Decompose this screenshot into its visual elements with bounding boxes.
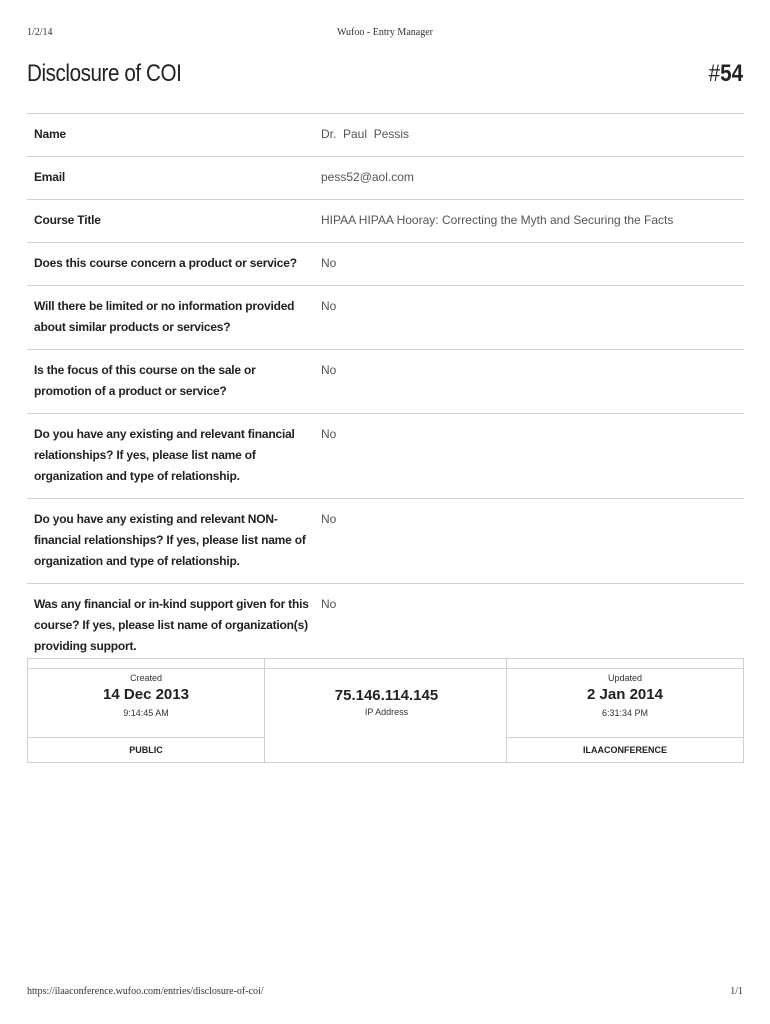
field-value: No: [321, 427, 337, 441]
field-value: No: [321, 597, 337, 611]
field-label: Course Title: [34, 213, 101, 227]
field-label: Do you have any existing and relevant NON-financial relationships? If yes, please list name of organization and type of relationship.: [34, 512, 306, 568]
field-row-product-or-service: [27, 243, 744, 286]
entry-fields: [27, 113, 744, 669]
field-label: Will there be limited or no information provided about similar products or services?: [34, 299, 295, 334]
field-row-non-financial-relationships: [27, 499, 744, 584]
field-label: Name: [34, 127, 66, 141]
ip-address: 75.146.114.145: [334, 687, 439, 704]
form-title: Disclosure of COI: [27, 60, 182, 87]
updated-time: 6:31:34 PM: [601, 708, 649, 718]
field-label: Is the focus of this course on the sale or promotion of a product or service?: [34, 363, 256, 398]
field-row-support-given: [27, 584, 744, 669]
field-label: Do you have any existing and relevant financial relationships? If yes, please list name of organization and type of relationship.: [34, 427, 295, 483]
updated-panel: [506, 659, 743, 762]
created-by: PUBLIC: [28, 737, 264, 762]
field-row-course-title: [27, 200, 744, 243]
ip-address-label: IP Address: [364, 707, 409, 717]
updated-label: Updated: [607, 673, 643, 683]
print-header: [27, 27, 743, 41]
field-value: No: [321, 363, 337, 377]
entry-meta: [27, 658, 744, 763]
print-date: 1/2/14: [27, 27, 53, 38]
field-label: Email: [34, 170, 66, 184]
created-panel: [28, 659, 265, 762]
updated-by: ILAACONFERENCE: [507, 737, 743, 762]
field-row-financial-relationships: [27, 414, 744, 499]
field-value: pess52@aol.com: [321, 170, 414, 184]
field-row-sale-promotion: [27, 350, 744, 414]
page-number: 1/1: [730, 986, 743, 997]
field-value: Dr. Paul Pessis: [321, 127, 410, 141]
field-value: No: [321, 512, 337, 526]
created-date: 14 Dec 2013: [103, 686, 189, 703]
page-url: https://ilaaconference.wufoo.com/entries/disclosure-of-coi/: [27, 986, 264, 997]
entry-header: [27, 60, 743, 100]
field-value: No: [321, 299, 337, 313]
field-label: Does this course concern a product or service?: [34, 256, 297, 270]
updated-date: 2 Jan 2014: [587, 686, 663, 703]
field-row-email: [27, 157, 744, 200]
field-label: Was any financial or in-kind support given for this course? If yes, please list name of organization(s) providing support.: [34, 597, 309, 653]
created-time: 9:14:45 AM: [123, 708, 169, 718]
entry-number-value: 54: [720, 60, 743, 87]
field-value: HIPAA HIPAA Hooray: Correcting the Myth and Securing the Facts: [321, 213, 674, 227]
entry-number: [709, 60, 743, 88]
created-label: Created: [129, 673, 163, 683]
print-page-title: Wufoo - Entry Manager: [337, 27, 433, 38]
field-value: No: [321, 256, 337, 270]
field-row-limited-information: [27, 286, 744, 350]
entry-number-prefix: #: [708, 60, 721, 87]
ip-panel: [264, 659, 509, 762]
field-row-name: [27, 114, 744, 157]
